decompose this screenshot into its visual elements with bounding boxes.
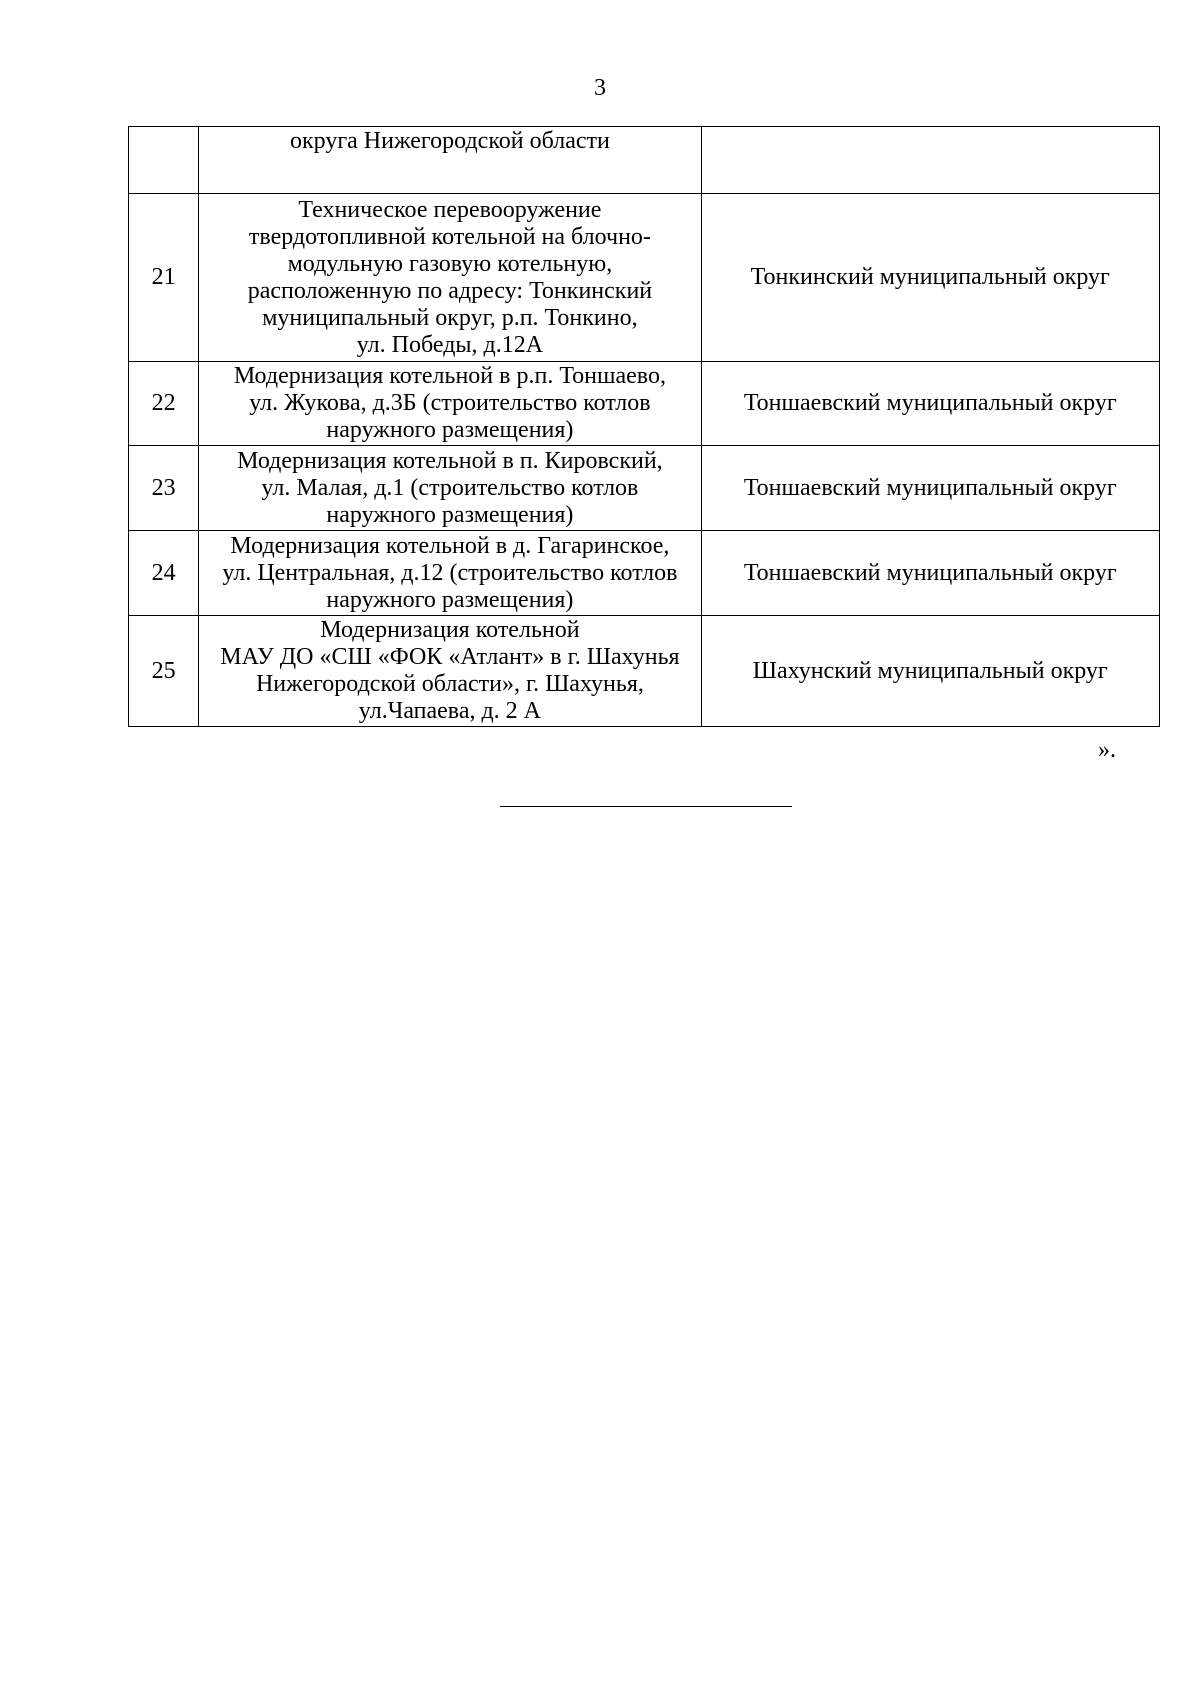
project-description-cell: Модернизация котельной в п. Кировский, ул. Малая, д.1 (строительство котлов наружного размещения)	[199, 446, 701, 531]
table-row	[129, 616, 1160, 727]
district-cell: Тоншаевский муниципальный округ	[701, 531, 1159, 616]
projects-table	[128, 126, 1160, 727]
table-row	[129, 194, 1160, 362]
project-description-cell: Модернизация котельной в р.п. Тоншаево, ул. Жукова, д.3Б (строительство котлов наружного размещения)	[199, 362, 701, 446]
district-cell: Шахунский муниципальный округ	[701, 616, 1159, 727]
project-description-cell: Техническое перевооружение твердотопливной котельной на блочно- модульную газовую котельную, расположенную по адресу: Тонкинский муниципальный округ, р.п. Тонкино, ул. Победы, д.12А	[199, 194, 701, 362]
district-cell: Тоншаевский муниципальный округ	[701, 446, 1159, 531]
row-number-cell: 22	[129, 362, 199, 446]
page-number: 3	[594, 75, 606, 101]
row-number-cell: 24	[129, 531, 199, 616]
closing-quote: ».	[1098, 737, 1116, 763]
table-row	[129, 531, 1160, 616]
project-description-cell: округа Нижегородской области	[199, 127, 701, 194]
end-separator-line	[500, 806, 792, 807]
table-row	[129, 362, 1160, 446]
table-row	[129, 446, 1160, 531]
row-number-cell	[129, 127, 199, 194]
district-cell: Тонкинский муниципальный округ	[701, 194, 1159, 362]
district-cell	[701, 127, 1159, 194]
project-description-cell: Модернизация котельной в д. Гагаринское, ул. Центральная, д.12 (строительство котлов наружного размещения)	[199, 531, 701, 616]
row-number-cell: 25	[129, 616, 199, 727]
row-number-cell: 23	[129, 446, 199, 531]
row-number-cell: 21	[129, 194, 199, 362]
project-description-cell: Модернизация котельной МАУ ДО «СШ «ФОК «Атлант» в г. Шахунья Нижегородской области», г. Шахунья, ул.Чапаева, д. 2 А	[199, 616, 701, 727]
table-row	[129, 127, 1160, 194]
district-cell: Тоншаевский муниципальный округ	[701, 362, 1159, 446]
